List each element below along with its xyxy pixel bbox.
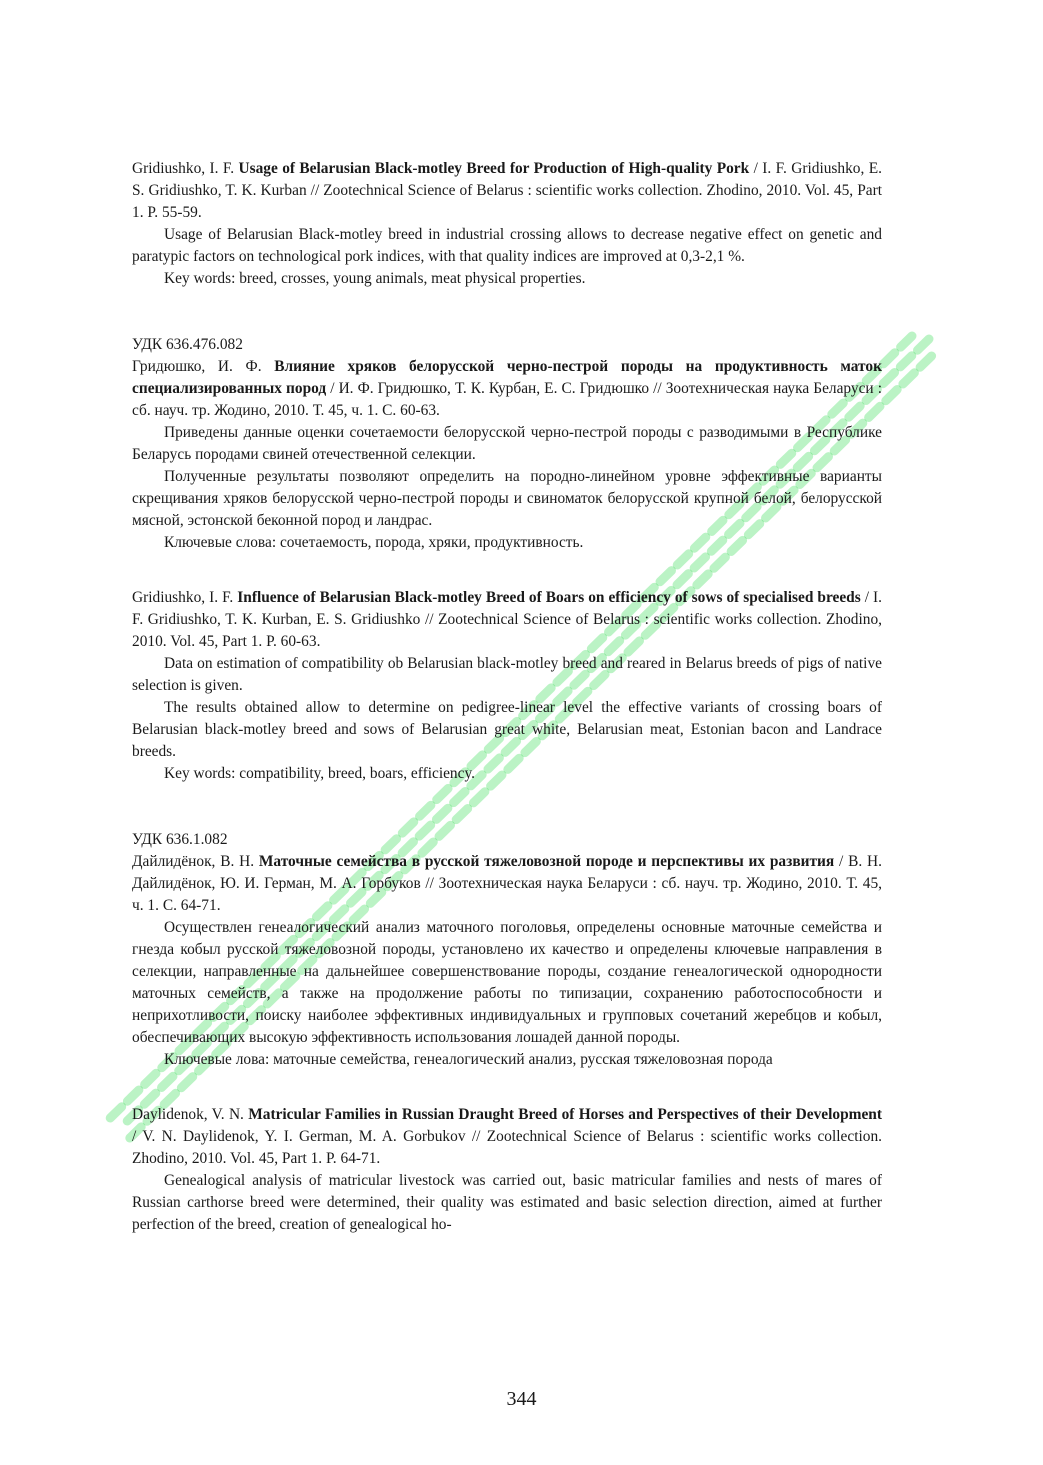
udk-code: УДК 636.1.082 <box>132 831 228 848</box>
watermark-dash <box>918 339 930 350</box>
watermark-dash <box>901 336 912 347</box>
entry-abstract: Полученные результаты позволяют определить на породно-линейном уровне эффективные варианты скрещивания хряков белорусской черно-пестрой породы и свиноматок белорусской крупной белой, белорусской мясной, эстонской беконной пород и ландрас. <box>132 468 882 529</box>
abstract-entry <box>132 1104 882 1236</box>
entry-citation: / И. Ф. Гридюшко, Т. К. Курбан, Е. С. Гридюшко // Зоотехническая наука Беларуси : сб. науч. тр. Жодино, 2010. Т. 45, ч. 1. С. 60-63. <box>132 380 882 419</box>
watermark-dash <box>886 390 897 401</box>
page-number: 344 <box>506 1388 537 1410</box>
entry-title: Matricular Families in Russian Draught Breed of Horses and Perspectives of their Development <box>248 1106 882 1123</box>
entry-header <box>132 158 882 224</box>
entry-abstract: Usage of Belarusian Black-motley breed in industrial crossing allows to decrease negative effect on genetic and paratypic factors on technological pork indices, with that quality indices are improved at 0,3-2,1 %. <box>132 226 882 265</box>
watermark-dash <box>883 353 894 364</box>
entry-authors: Гридюшко, И. Ф. <box>132 358 262 375</box>
entry-citation: / I. F. Gridiushko, E. S. Gridiushko, T. K. Kurban // Zootechnical Science of Belarus : scientific works collection. Zhodino, 2010. Vol. 45, Part 1. P. 55-59. <box>132 160 882 221</box>
watermark-dash <box>883 373 895 384</box>
entry-citation: / I. F. Gridiushko, T. K. Kurban, E. S. Gridiushko // Zootechnical Science of Belarus : scientific works collection. Zhodino, 2010. Vol. 45, Part 1. P. 60-63. <box>132 589 882 650</box>
entry-abstract: Приведены данные оценки сочетаемости белорусской черно-пестрой породы с разводимыми в Республике Беларусь породами свиней отечественной селекции. <box>132 424 882 463</box>
document-page <box>132 158 882 1236</box>
entry-abstract: Data on estimation of compatibility ob Belarusian black-motley breed and reared in Belarus breeds of pigs of native selection is given. <box>132 655 882 694</box>
entry-citation: / В. Н. Дайлидёнок, Ю. И. Герман, М. А. Горбуков // Зоотехническая наука Беларуси : сб. науч. тр. Жодино, 2010. Т. 45, ч. 1. С. 64-71. <box>132 853 882 914</box>
entry-title: Влияние хряков белорусской черно-пестрой породы на продуктивность маток специализированных пород <box>132 358 882 397</box>
entry-citation: / V. N. Daylidenok, Y. I. German, M. A. Gorbukov // Zootechnical Science of Belarus : scientific works collection. Zhodino, 2010. Vol. 45, Part 1. P. 64-71. <box>132 1128 882 1167</box>
entry-authors: Daylidenok, V. N. <box>132 1106 244 1123</box>
watermark-dash <box>920 356 932 367</box>
abstract-entry <box>132 829 882 1071</box>
entry-title: Маточные семейства в русской тяжеловозной породе и перспективы их развития <box>258 853 835 870</box>
abstract-entry <box>132 334 882 554</box>
entry-abstract: Genealogical analysis of matricular livestock was carried out, basic matricular families and nests of mares of Russian carthorse breed were determined, their quality was estimated and basic selection direction, aimed at further perfection of the breed, creation of genealogical ho- <box>132 1172 882 1233</box>
entry-header <box>132 851 882 917</box>
entry-keywords: Ключевые слова: сочетаемость, порода, хряки, продуктивность. <box>164 534 584 551</box>
entry-keywords: Key words: breed, crosses, young animals, meat physical properties. <box>164 270 586 287</box>
entry-keywords: Ключевые лова: маточные семейства, генеалогический анализ, русская тяжеловозная порода <box>164 1051 773 1068</box>
entry-authors: Gridiushko, I. F. <box>132 160 235 177</box>
udk-code: УДК 636.476.082 <box>132 336 243 353</box>
abstract-entry <box>132 158 882 290</box>
watermark-dash <box>110 1107 122 1118</box>
entry-title: Usage of Belarusian Black-motley Breed for Production of High-quality Pork <box>238 160 750 177</box>
entry-abstract: The results obtained allow to determine on pedigree-linear level the effective variants of crossing boars of Belarusian black-motley breed and sows of Belarusian great white, Belarusian meat, Estonian bacon and Landrace breeds. <box>132 699 882 760</box>
entry-authors: Дайлидёнок, В. Н. <box>132 853 255 870</box>
entry-header <box>132 587 882 653</box>
entry-header <box>132 356 882 422</box>
entry-keywords: Key words: compatibility, breed, boars, efficiency. <box>164 765 475 782</box>
entry-abstract: Осуществлен генеалогический анализ маточного поголовья, определены основные маточные семейства и гнезда кобыл русской тяжеловозной породы, установлено их качество и определены ключевые направления в селекции, направленные на дальнейшее совершенствование породы, создание генеалогической однородности маточных семейств, а также на продолжение работы по типизации, сохранению работоспособности и неприхотливости, поиску наиболее эффективных индивидуальных и групповых сочетаний жеребцов и кобыл, обеспечивающих высокую эффективность использования лошадей данной породы. <box>132 919 882 1046</box>
entry-authors: Gridiushko, I. F. <box>132 589 234 606</box>
entry-title: Influence of Belarusian Black-motley Breed of Boars on efficiency of sows of specialised breeds <box>237 589 861 606</box>
abstract-entry <box>132 587 882 785</box>
watermark-dash <box>900 356 912 367</box>
entry-header <box>132 1104 882 1170</box>
watermark-dash <box>903 373 915 384</box>
